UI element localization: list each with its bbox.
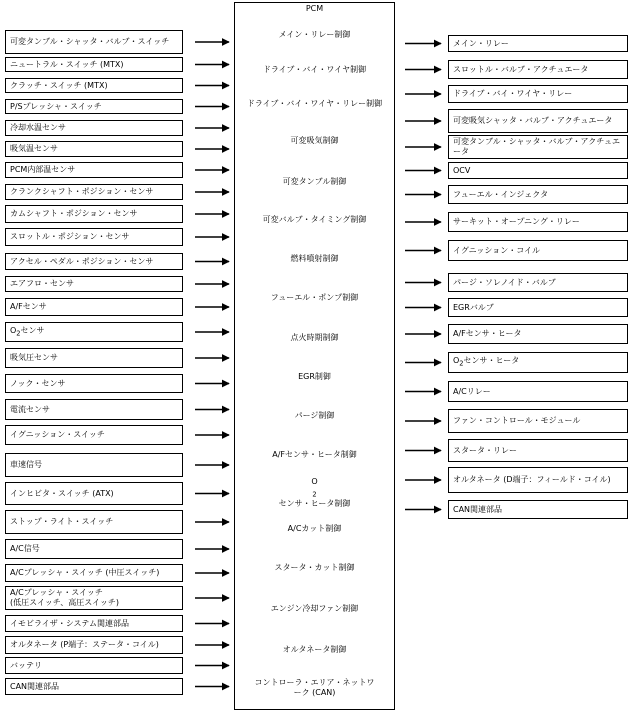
input-can-components: CAN関連部品	[5, 678, 183, 695]
output-ignition-coil: イグニッション・コイル	[448, 240, 628, 261]
output-fuel-injector: フューエル・インジェクタ	[448, 185, 628, 204]
output-ocv: OCV	[448, 162, 628, 179]
input-coolant-temp-sensor: 冷却水温センサ	[5, 120, 183, 136]
output-variable-intake-shutter-actuator: 可変吸気シャッタ・バルブ・アクチュエータ	[448, 109, 628, 133]
input-ignition-switch: イグニッション・スイッチ	[5, 425, 183, 445]
input-af-sensor: A/Fセンサ	[5, 298, 183, 316]
output-af-sensor-heater: A/Fセンサ・ヒータ	[448, 324, 628, 344]
input-stop-light-switch: ストップ・ライト・スイッチ	[5, 510, 183, 534]
input-camshaft-position-sensor: カムシャフト・ポジション・センサ	[5, 205, 183, 223]
input-mass-airflow-sensor: エアフロ・センサ	[5, 276, 183, 292]
input-tumble-valve-switch: 可変タンブル・シャッタ・バルブ・スイッチ	[5, 30, 183, 54]
func-alternator-control: オルタネータ制御	[282, 645, 347, 654]
input-knock-sensor: ノック・センサ	[5, 374, 183, 393]
output-o2-sensor-heater: $O_2$センサ・ヒータ	[448, 352, 628, 373]
func-starter-cut-control: スタータ・カット制御	[274, 563, 355, 572]
func-variable-tumble-control: 可変タンブル制御	[282, 177, 347, 186]
func-engine-cooling-fan-control: エンジン冷却ファン制御	[270, 604, 359, 613]
input-ac-signal: A/C信号	[5, 539, 183, 559]
output-main-relay: メイン・リレー	[448, 35, 628, 52]
func-drive-by-wire-control: ドライブ・バイ・ワイヤ制御	[262, 65, 367, 74]
input-pcm-internal-temp-sensor: PCM内部温センサ	[5, 162, 183, 178]
input-ac-pressure-switch-mid: A/Cプレッシャ・スイッチ (中圧スイッチ)	[5, 564, 183, 582]
input-inhibitor-switch: インヒビタ・スイッチ (ATX)	[5, 482, 183, 505]
output-arrows	[405, 44, 441, 510]
func-main-relay-control: メイン・リレー制御	[278, 30, 351, 39]
output-circuit-opening-relay: サーキット・オープニング・リレー	[448, 212, 628, 232]
input-neutral-switch: ニュートラル・スイッチ (MTX)	[5, 57, 183, 72]
input-throttle-position-sensor: スロットル・ポジション・センサ	[5, 228, 183, 246]
func-ignition-timing-control: 点火時期制御	[290, 333, 339, 342]
output-can-components: CAN関連部品	[448, 500, 628, 519]
output-starter-relay: スタータ・リレー	[448, 439, 628, 462]
input-battery: バッテリ	[5, 657, 183, 674]
input-intake-air-temp-sensor: 吸気温センサ	[5, 141, 183, 157]
func-ac-cut-control: A/Cカット制御	[287, 524, 342, 533]
func-drive-by-wire-relay-control: ドライブ・バイ・ワイヤ・リレー制御	[246, 99, 383, 108]
func-fuel-injection-control: 燃料噴射制御	[290, 254, 339, 263]
input-ps-pressure-switch: P/Sプレッシャ・スイッチ	[5, 99, 183, 114]
output-ac-relay: A/Cリレー	[448, 381, 628, 402]
input-ac-pressure-switch-low-high: A/Cプレッシャ・スイッチ (低圧スイッチ、高圧スイッチ)	[5, 586, 183, 610]
func-af-sensor-heater-control: A/Fセンサ・ヒータ制御	[272, 450, 357, 459]
input-arrows	[195, 42, 229, 687]
output-egr-valve: EGRバルブ	[448, 298, 628, 317]
func-controller-area-network: コントローラ・エリア・ネットワーク (CAN)	[254, 678, 375, 697]
input-accelerator-pedal-sensor: アクセル・ペダル・ポジション・センサ	[5, 253, 183, 270]
output-drive-by-wire-relay: ドライブ・バイ・ワイヤ・リレー	[448, 85, 628, 103]
func-variable-intake-control: 可変吸気制御	[290, 136, 339, 145]
func-egr-control: EGR制御	[298, 372, 331, 381]
pcm-title: PCM	[305, 4, 324, 13]
input-immobilizer-components: イモビライザ・システム関連部品	[5, 615, 183, 632]
func-fuel-pump-control: フューエル・ポンプ制御	[270, 293, 359, 302]
input-o2-sensor: $O_2$センサ	[5, 322, 183, 342]
func-purge-control: パージ制御	[294, 411, 335, 420]
func-variable-valve-timing-control: 可変バルブ・タイミング制御	[262, 215, 367, 224]
input-vehicle-speed-signal: 車速信号	[5, 453, 183, 477]
input-crankshaft-position-sensor: クランクシャフト・ポジション・センサ	[5, 184, 183, 200]
output-throttle-valve-actuator: スロットル・バルブ・アクチュエータ	[448, 60, 628, 79]
input-intake-pressure-sensor: 吸気圧センサ	[5, 348, 183, 368]
input-current-sensor: 電流センサ	[5, 399, 183, 420]
output-alternator-d-terminal: オルタネータ (D端子：フィールド・コイル)	[448, 467, 628, 493]
output-variable-tumble-shutter-actuator: 可変タンブル・シャッタ・バルブ・アクチュエータ	[448, 135, 628, 159]
output-purge-solenoid-valve: パージ・ソレノイド・バルブ	[448, 273, 628, 292]
func-o2-sensor-heater-control: O $_2$ センサ・ヒータ制御	[278, 476, 351, 509]
output-fan-control-module: ファン・コントロール・モジュール	[448, 409, 628, 433]
input-clutch-switch: クラッチ・スイッチ (MTX)	[5, 78, 183, 93]
input-alternator-p-terminal: オルタネータ (P端子：ステータ・コイル)	[5, 636, 183, 654]
